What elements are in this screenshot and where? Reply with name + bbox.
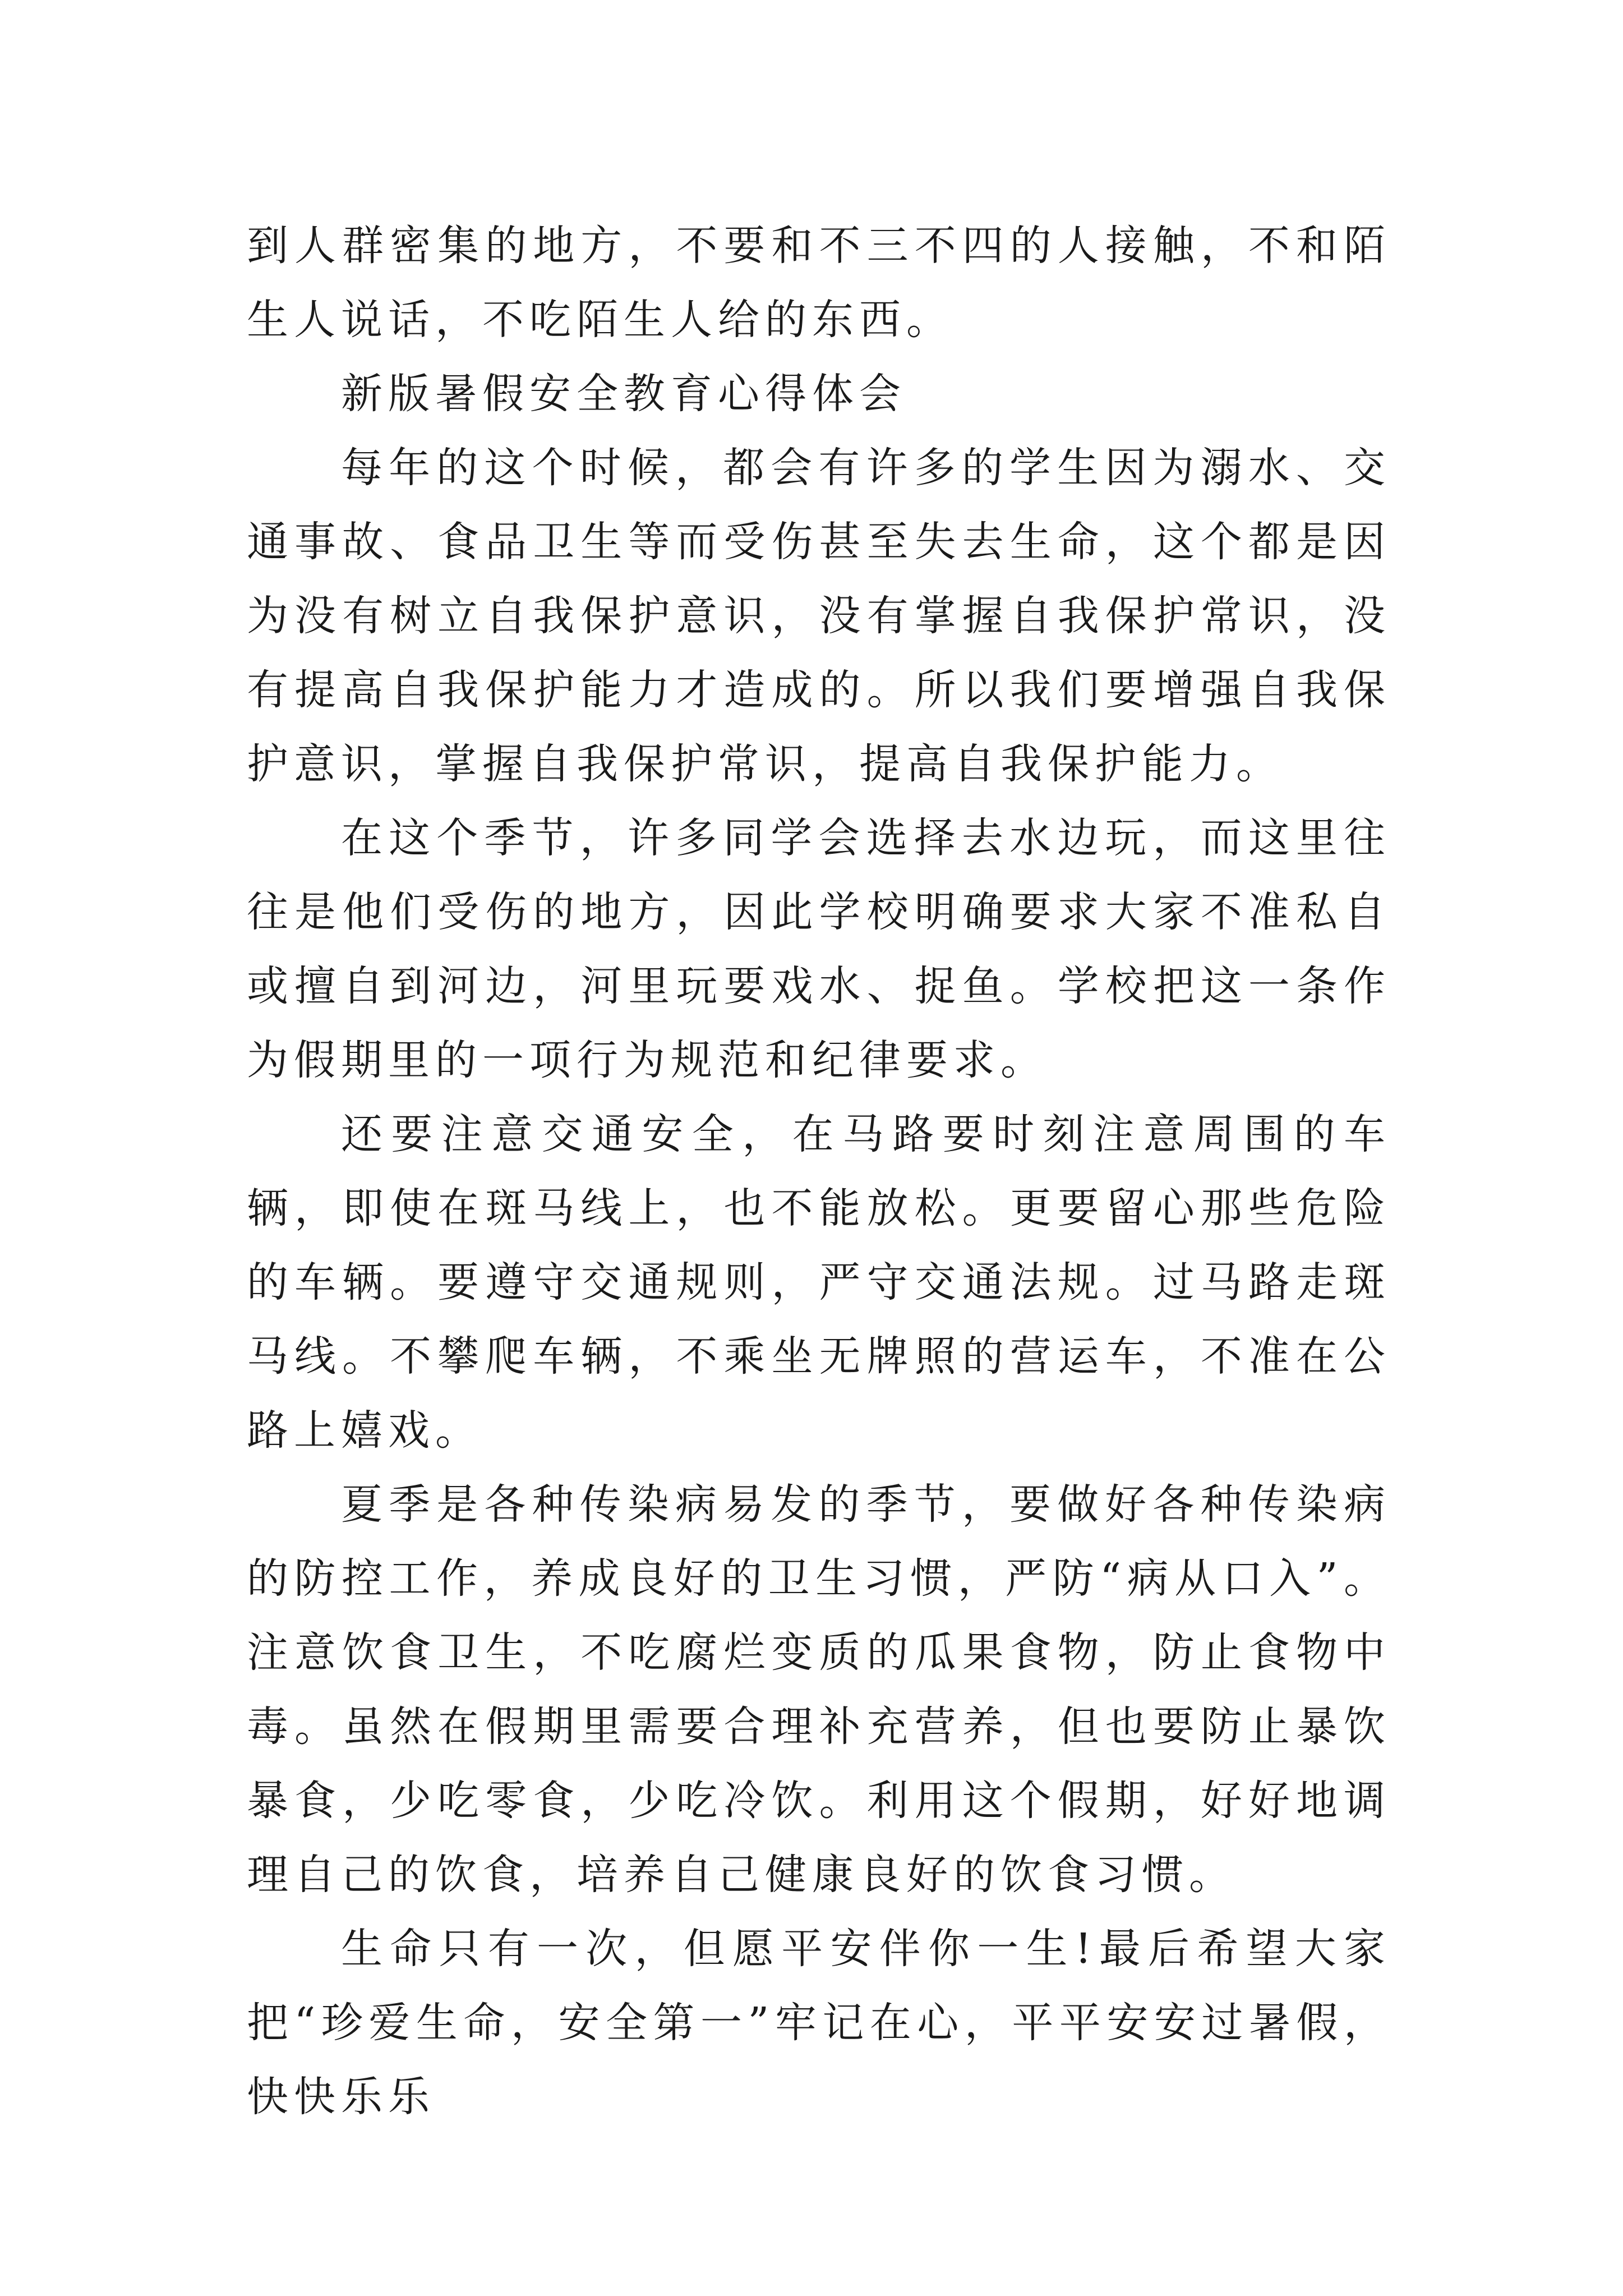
paragraph-self-protection: 每年的这个时候，都会有许多的学生因为溺水、交通事故、食品卫生等而受伤甚至失去生命，这个都是因为没有树立自我保护意识，没有掌握自我保护常识，没有提高自我保护能力才造成的。所以我们要增强自我保护意识，掌握自我保护常识，提高自我保护能力。 (247, 444, 1391, 788)
paragraph-health-hygiene: 夏季是各种传染病易发的季节，要做好各种传染病的防控工作，养成良好的卫生习惯，严防“病从口入”。注意饮食卫生，不吃腐烂变质的瓜果食物，防止食物中毒。虽然在假期里需要合理补充营养，但也要防止暴饮暴食，少吃零食，少吃冷饮。利用这个假期，好好地调理自己的饮食，培养自己健康良好的饮食习惯。 (247, 1480, 1391, 1899)
paragraph-water-safety: 在这个季节，许多同学会选择去水边玩，而这里往往是他们受伤的地方，因此学校明确要求大家不准私自或擅自到河边，河里玩要戏水、捉鱼。学校把这一条作为假期里的一项行为规范和纪律要求。 (247, 814, 1391, 1084)
paragraph-traffic-safety: 还要注意交通安全，在马路要时刻注意周围的车辆，即使在斑马线上，也不能放松。更要留心那些危险的车辆。要遵守交通规则，严守交通法规。过马路走斑马线。不攀爬车辆，不乘坐无牌照的营运车，不准在公路上嬉戏。 (247, 1110, 1391, 1455)
article-title: 新版暑假安全教育心得体会 (341, 370, 906, 418)
paragraph-continued: 到人群密集的地方，不要和不三不四的人接触，不和陌生人说话，不吃陌生人给的东西。 (247, 222, 1391, 344)
paragraph-closing: 生命只有一次，但愿平安伴你一生!最后希望大家把“珍爱生命，安全第一”牢记在心，平平安安过暑假，快快乐乐 (247, 1925, 1391, 2121)
document-body (247, 209, 1391, 2134)
